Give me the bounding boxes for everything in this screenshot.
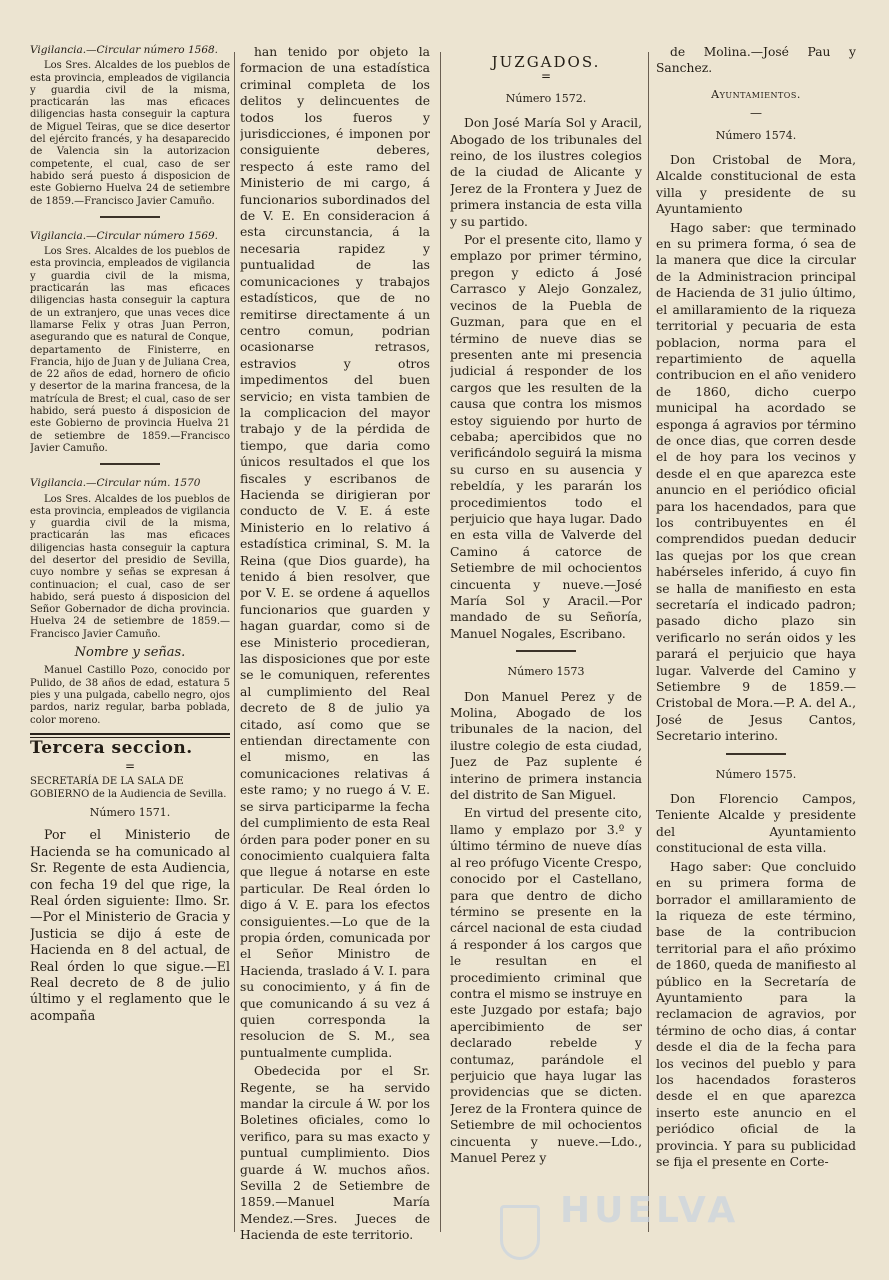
notice-1574-intro: Don Cristobal de Mora, Alcalde constitucional de esta villa y presidente de su Ayuntamiento [656,153,856,217]
notice-1571-continued: han tenido por objeto la formacion de una estadística criminal completa de los delitos y delincuentes de todos los fueros y jurisdicciones, é imponen por consiguiente deberes, respecto á este ramo del Ministerio de mi cargo, á funcionarios subordinados del de V. E. En consideracion á esta circunstancia, á la necesaria rapidez y puntualidad de las comunicaciones y trabajos estadísticos, que de no remitirse directamente á un centro comun, podrian ocasionarse retrasos, estravios y otros impedimentos del buen servicio; en vista tambien de la complicacion del mayor trabajo y de la pérdida de tiempo, que daria como únicos resultados el que los fiscales y escribanos de Hacienda se dirigieran por conducto de V. E. á este Ministerio en lo relativo á estadística criminal, S. M. la Reina (que Dios guarde), ha tenido á bien resolver, que por V. E. se ordene á aquellos funcionarios que guarden y hagan guardar, como si de ese Ministerio procedieran, las disposiciones que por este se le comuniquen, referentes al cumplimiento del Real decreto de 8 de julio ya citado, así como que se entiendan directamente con el mismo, en las comunicaciones relativas á este ramo; y no ruego á V. E. se sirva participarme la fecha del cumplimiento de esta Real órden para poder poner en su conocimiento cualquiera falta que llegue á notarse en este particular. De Real órden lo digo á V. E. para los efectos consiguientes.—Lo que de la propia órden, comunicada por el Señor Ministro de Hacienda, traslado á V. I. para su conocimiento, y á fin de que comunicando á su vez á quien corresponda la resolucion de S. M., sea puntualmente cumplida. [240,45,430,1060]
notice-1573-body: En virtud del presente cito, llamo y emplazo por 3.º y último término de nueve días al reo prófugo Vicente Crespo, conocido por el Castellano, para que dentro de dicho término se presente en la cárcel nacional de esta ciudad á responder á los cargos que le resultan en el procedimiento criminal que contra el mismo se instruye en este Juzgado por estafa; bajo apercibimiento de ser declarado rebelde y contumaz, parándole el perjuicio que haya lugar las providencias que se dicten. Jerez de la Frontera quince de Setiembre de mil ochocientos cincuenta y nueve.—Ldo., Manuel Perez y [450,806,642,1165]
heading-ornament: — [750,106,762,121]
ayuntamientos-heading: Ayuntamientos. [711,87,801,101]
notice-1574-body: Hago saber: que terminado en su primera forma, ó sea de la manera que dice la circular de la Administracion principal de Hacienda de 31 julio último, el amillaramiento de la riqueza territorial y pecuaria de esta poblacion, norma para el repartimiento de aquella contribucion en el año venidero de 1860, dicho cuerpo municipal ha acordado se esponga á agravios por término de once dias, que corren desde el de hoy para los vecinos y desde el en que aparezca este anuncio en el periódico oficial para los hacendados, para que los contribuyentes en él comprendidos puedan deducir las quejas por los que crean habérseles inferido, á cuyo fin se halla de manifiesto en esta secretaría el indicado padron; pasado dicho plazo sin verificarlo no serán oidos y les parará el perjuicio que haya lugar. Valverde del Camino y Setiembre 9 de 1859.—Cristobal de Mora.—P. A. del A., José de Jesus Cantos, Secretario interino. [656,220,856,744]
column-3 [450,44,642,1272]
column-1 [30,44,230,1272]
notice-1575-intro: Don Florencio Campos, Teniente Alcalde y presidente del Ayuntamiento constitucional de esta villa. [656,792,856,856]
section-ornament: = [124,759,136,774]
numero-1573: Número 1573 [507,665,585,679]
notice-1571-closing: Obedecida por el Sr. Regente, se ha servido mandar la circule á W. por los Boletines oficiales, como lo verifico, para su mas exacto y puntual cumplimiento. Dios guarde á W. muchos años. Sevilla 2 de Setiembre de 1859.—Manuel María Mendez.—Sres. Jueces de Hacienda de este territorio. [240,1064,430,1243]
notice-1572-body: Por el presente cito, llamo y emplazo por primer término, pregon y edicto á José Carrasco y Alejo Gonzalez, vecinos de la Puebla de Guzman, para que en el término de nueve dias se presenten ante mi presencia judicial á responder de los cargos que les resulten de la causa que contra los mismos estoy siguiendo por hurto de cebaba; apercibidos que no verificándolo seguirá la misma su curso en su ausencia y rebeldía, y les pararán los procedimientos todo el perjuicio que haya lugar. Dado en esta villa de Valverde del Camino á catorce de Setiembre de mil ochocientos cincuenta y nueve.—José María Sol y Aracil.—Por mandado de su Señoría, Manuel Nogales, Escribano. [450,233,642,641]
separator [516,650,576,652]
section-title: Tercera seccion. [30,737,193,758]
watermark-shield-icon [500,1205,540,1260]
nombre-senas-heading: Nombre y señas. [74,645,186,661]
juzgados-heading: JUZGADOS. [491,53,601,71]
separator [100,216,160,218]
notice-1575-body: Hago saber: Que concluido en su primera forma de borrador el amillaramiento de la riqueza de este término, base de la contribucion territorial para el año próximo de 1860, queda de manifiesto al público en la Secretaría de Ayuntamiento para la reclamacion de agravios, por término de ocho dias, á contar desde el dia de la fecha para los vecinos del pueblo y para los hacendados forasteros desde el en que aparezca inserto este anuncio en el periódico oficial de la provincia. Y para su publicidad se fija el presente en Corte- [656,859,856,1169]
circular-1568-body: Los Sres. Alcaldes de los pueblos de esta provincia, empleados de vigilancia y guardia civil de la misma, practicarán las mas eficaces diligencias hasta conseguir la captura de Miguel Teiras, que se dice desertor del ejército francés, y ha desaparecido de Valencia sin la autorizacion competente, el cual, caso de ser habido será puesto á disposicion de este Gobierno Huelva 24 de setiembre de 1859.—Francisco Javier Camuño. [30,60,230,207]
column-rule [440,52,441,1232]
column-rule [648,52,649,1232]
numero-1571: Número 1571. [89,806,171,820]
heading-ornament: = [540,69,552,84]
separator [100,463,160,465]
column-4 [656,44,856,1272]
nombre-senas-body: Manuel Castillo Pozo, conocido por Pulido, de 38 años de edad, estatura 5 pies y una pulgada, cabello negro, ojos pardos, nariz regular, barba poblada, color moreno. [30,665,230,726]
column-2 [240,44,430,1272]
circular-1570-body: Los Sres. Alcaldes de los pueblos de esta provincia, empleados de vigilancia y guardia civil de la misma, practicarán las mas eficaces diligencias hasta conseguir la captura del desertor del presidio de Sevilla, cuyo nombre y señas se expresan á continuacion; el cual, caso de ser habido, será puesto á disposicion del Señor Gobernador de dicha provincia. Huelva 24 de setiembre de 1859.—Francisco Javier Camuño. [30,493,230,640]
numero-1572: Número 1572. [505,91,587,105]
secretaria-heading: SECRETARÍA DE LA SALA DE GOBIERNO de la Audiencia de Sevilla. [30,776,227,800]
circular-1570-heading: Vigilancia.—Circular núm. 1570 [30,477,201,490]
numero-1574: Número 1574. [715,128,797,142]
circular-1568-heading: Vigilancia.—Circular número 1568. [30,44,219,56]
circular-1569-body: Los Sres. Alcaldes de los pueblos de esta provincia, empleados de vigilancia y guardia civil de la misma, practicarán las mas eficaces diligencias hasta conseguir la captura de un extranjero, que unas veces dice llamarse Felix y otras Juan Perron, asegurando que es natural de Conque, departamento de Finisterre, en Francia, hijo de Juan y de Juliana Crea, de 22 años de edad, hornero de oficio y desertor de la marina francesa, de la matrícula de Brest; el cual, caso de ser habido, será puesto á disposicion de este Gobierno de provincia Huelva 21 de setiembre de 1859.—Francisco Javier Camuño. [30,246,230,454]
column-rule [234,52,235,1232]
notice-1572-intro: Don José María Sol y Aracil, Abogado de los tribunales del reino, de los ilustres colegios de la ciudad de Alicante y Jerez de la Frontera y Juez de primera instancia de esta villa y su partido. [450,116,642,229]
circular-1569-heading: Vigilancia.—Circular número 1569. [30,229,219,242]
separator [726,753,786,755]
notice-1573-intro: Don Manuel Perez y de Molina, Abogado de los tribunales de la nacion, del ilustre colegio de esta ciudad, Juez de Paz suplente é interino de primera instancia del distrito de San Miguel. [450,689,642,803]
notice-1573-signature: de Molina.—José Pau y Sanchez. [656,45,856,76]
watermark-text: HUELVA [560,1190,740,1231]
notice-1571-body: Por el Ministerio de Hacienda se ha comunicado al Sr. Regente de esta Audiencia, con fecha 19 del que rige, la Real órden siguiente: Ilmo. Sr.—Por el Ministerio de Gracia y Justicia se dijo á este de Hacienda en 8 del actual, de Real órden lo que sigue.—El Real decreto de 8 de julio último y el reglamento que le acompaña [30,827,230,1023]
numero-1575: Número 1575. [715,767,797,781]
